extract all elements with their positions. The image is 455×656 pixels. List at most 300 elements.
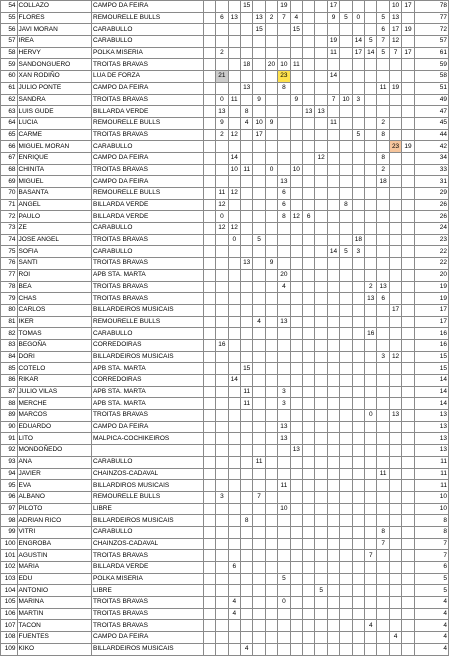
score-cell: [402, 608, 414, 620]
score-cell: [352, 526, 364, 538]
score-cell: [265, 47, 277, 59]
total-points-cell: 14: [414, 386, 448, 398]
total-points-cell: 72: [414, 24, 448, 36]
total-points-cell: 11: [414, 468, 448, 480]
score-cell: [253, 363, 265, 375]
total-points-cell: 5: [414, 585, 448, 597]
score-cell: [303, 269, 315, 281]
total-points-cell: 8: [414, 526, 448, 538]
score-cell: [253, 246, 265, 258]
player-name-cell: ENRIQUE: [17, 152, 91, 164]
score-cell: [327, 363, 339, 375]
player-name-cell: ADRIAN RICO: [17, 515, 91, 527]
score-cell: [240, 176, 252, 188]
table-row: [1, 573, 449, 585]
score-cell: 6: [228, 562, 240, 574]
score-cell: [216, 269, 228, 281]
score-cell: [365, 141, 377, 153]
score-cell: [340, 410, 352, 422]
score-cell: 14: [327, 71, 339, 83]
score-cell: [290, 176, 302, 188]
score-cell: 3: [216, 491, 228, 503]
score-cell: [203, 421, 215, 433]
score-cell: [315, 59, 327, 71]
score-cell: [402, 234, 414, 246]
team-cell: TROITAS BRAVAS: [92, 234, 204, 246]
score-cell: [278, 375, 290, 387]
team-cell: POLKA MISERIA: [92, 47, 204, 59]
score-cell: [315, 211, 327, 223]
score-cell: [365, 363, 377, 375]
score-cell: [290, 398, 302, 410]
score-cell: [228, 503, 240, 515]
score-cell: 18: [240, 59, 252, 71]
score-cell: [377, 480, 389, 492]
score-cell: 12: [290, 211, 302, 223]
total-points-cell: 20: [414, 269, 448, 281]
score-cell: [327, 211, 339, 223]
score-cell: [265, 71, 277, 83]
score-cell: [340, 632, 352, 644]
position-cell: 109: [1, 643, 18, 655]
score-cell: [203, 503, 215, 515]
table-row: [1, 620, 449, 632]
table-row: [1, 433, 449, 445]
score-cell: [377, 269, 389, 281]
table-row: [1, 176, 449, 188]
score-cell: [278, 141, 290, 153]
score-cell: [265, 620, 277, 632]
position-cell: 103: [1, 573, 18, 585]
score-cell: [253, 562, 265, 574]
position-cell: 99: [1, 526, 18, 538]
player-name-cell: EDUARDO: [17, 421, 91, 433]
score-cell: [290, 141, 302, 153]
score-cell: [389, 597, 401, 609]
score-cell: [278, 164, 290, 176]
total-points-cell: 17: [414, 316, 448, 328]
score-cell: [290, 538, 302, 550]
score-cell: [389, 433, 401, 445]
score-cell: [240, 550, 252, 562]
score-cell: [265, 176, 277, 188]
score-cell: 18: [377, 176, 389, 188]
score-cell: 5: [377, 12, 389, 24]
score-cell: [203, 445, 215, 457]
score-cell: [315, 468, 327, 480]
score-cell: 11: [377, 468, 389, 480]
team-cell: BILLARDEIROS MUSICAIS: [92, 515, 204, 527]
player-name-cell: BASANTA: [17, 188, 91, 200]
total-points-cell: 47: [414, 106, 448, 118]
score-cell: [365, 304, 377, 316]
score-cell: [216, 1, 228, 13]
score-cell: [352, 281, 364, 293]
score-cell: [303, 293, 315, 305]
score-cell: [389, 526, 401, 538]
score-cell: [216, 480, 228, 492]
score-cell: [402, 152, 414, 164]
score-cell: [315, 234, 327, 246]
score-cell: [402, 386, 414, 398]
score-cell: [365, 538, 377, 550]
score-cell: 4: [240, 117, 252, 129]
score-cell: [327, 351, 339, 363]
total-points-cell: 19: [414, 293, 448, 305]
score-cell: [365, 608, 377, 620]
score-cell: [352, 620, 364, 632]
score-cell: [303, 398, 315, 410]
score-cell: [228, 515, 240, 527]
score-cell: 9: [327, 12, 339, 24]
score-cell: [216, 562, 228, 574]
score-cell: [352, 24, 364, 36]
score-cell: 6: [377, 24, 389, 36]
score-cell: [340, 526, 352, 538]
score-cell: 10: [278, 59, 290, 71]
score-cell: [315, 351, 327, 363]
score-cell: [340, 316, 352, 328]
player-name-cell: ENGROBA: [17, 538, 91, 550]
score-cell: [327, 293, 339, 305]
player-name-cell: PAULO: [17, 211, 91, 223]
table-row: [1, 246, 449, 258]
score-cell: [340, 152, 352, 164]
score-cell: [365, 246, 377, 258]
player-name-cell: KIKO: [17, 643, 91, 655]
position-cell: 95: [1, 480, 18, 492]
score-cell: [203, 398, 215, 410]
score-cell: [290, 234, 302, 246]
score-cell: [303, 223, 315, 235]
score-cell: 16: [216, 339, 228, 351]
score-cell: [327, 176, 339, 188]
score-cell: [402, 620, 414, 632]
position-cell: 74: [1, 234, 18, 246]
score-cell: [402, 188, 414, 200]
total-points-cell: 11: [414, 480, 448, 492]
score-cell: 12: [228, 188, 240, 200]
score-cell: [389, 480, 401, 492]
score-cell: [290, 421, 302, 433]
score-cell: [377, 585, 389, 597]
total-points-cell: 6: [414, 562, 448, 574]
score-cell: [216, 258, 228, 270]
score-cell: [377, 59, 389, 71]
score-cell: [203, 480, 215, 492]
score-cell: [303, 12, 315, 24]
team-cell: TROITAS BRAVAS: [92, 258, 204, 270]
score-cell: [265, 1, 277, 13]
score-cell: [240, 223, 252, 235]
score-cell: [389, 386, 401, 398]
score-cell: [240, 47, 252, 59]
score-cell: [402, 94, 414, 106]
score-cell: 11: [290, 59, 302, 71]
score-cell: [228, 106, 240, 118]
score-cell: [327, 597, 339, 609]
score-cell: [365, 71, 377, 83]
score-cell: [278, 410, 290, 422]
score-cell: [203, 410, 215, 422]
score-cell: [352, 386, 364, 398]
score-cell: [327, 573, 339, 585]
score-cell: [402, 71, 414, 83]
score-cell: [377, 71, 389, 83]
score-cell: 6: [303, 211, 315, 223]
score-cell: [203, 339, 215, 351]
table-row: [1, 550, 449, 562]
score-cell: [365, 503, 377, 515]
table-row: [1, 445, 449, 457]
score-cell: [377, 608, 389, 620]
score-cell: [216, 234, 228, 246]
score-cell: [315, 188, 327, 200]
score-cell: 13: [278, 433, 290, 445]
score-cell: [203, 608, 215, 620]
score-cell: [389, 281, 401, 293]
score-cell: 10: [389, 1, 401, 13]
score-cell: [303, 36, 315, 48]
score-cell: [278, 608, 290, 620]
score-cell: [240, 480, 252, 492]
score-cell: [240, 632, 252, 644]
score-cell: [402, 398, 414, 410]
score-cell: [228, 269, 240, 281]
score-cell: [315, 550, 327, 562]
score-cell: [352, 117, 364, 129]
score-cell: [365, 526, 377, 538]
team-cell: CAMPO DA FEIRA: [92, 1, 204, 13]
score-cell: [240, 608, 252, 620]
score-cell: [315, 456, 327, 468]
score-cell: 15: [240, 1, 252, 13]
score-cell: [315, 445, 327, 457]
score-cell: 12: [216, 223, 228, 235]
score-cell: 11: [278, 480, 290, 492]
table-row: [1, 293, 449, 305]
score-cell: [315, 562, 327, 574]
score-cell: 15: [253, 24, 265, 36]
position-cell: 76: [1, 258, 18, 270]
score-cell: [340, 223, 352, 235]
score-cell: [240, 129, 252, 141]
score-cell: [315, 304, 327, 316]
table-row: [1, 281, 449, 293]
score-cell: [253, 573, 265, 585]
score-cell: [303, 562, 315, 574]
score-cell: [203, 515, 215, 527]
score-cell: [352, 480, 364, 492]
score-cell: [315, 281, 327, 293]
score-cell: [327, 526, 339, 538]
score-cell: [290, 620, 302, 632]
score-cell: [365, 164, 377, 176]
position-cell: 90: [1, 421, 18, 433]
score-cell: [290, 608, 302, 620]
score-cell: [303, 281, 315, 293]
score-cell: 4: [389, 632, 401, 644]
score-cell: [228, 433, 240, 445]
score-cell: 8: [278, 82, 290, 94]
score-cell: [290, 491, 302, 503]
score-cell: 14: [228, 375, 240, 387]
position-cell: 60: [1, 71, 18, 83]
score-cell: 15: [290, 24, 302, 36]
score-cell: [377, 316, 389, 328]
score-cell: 9: [216, 117, 228, 129]
score-cell: 5: [340, 12, 352, 24]
team-cell: TROITAS BRAVAS: [92, 59, 204, 71]
score-cell: 15: [240, 363, 252, 375]
score-cell: [327, 152, 339, 164]
total-points-cell: 33: [414, 164, 448, 176]
score-cell: [253, 281, 265, 293]
table-row: [1, 585, 449, 597]
player-name-cell: EVA: [17, 480, 91, 492]
score-cell: [327, 643, 339, 655]
score-cell: [216, 36, 228, 48]
score-cell: [303, 456, 315, 468]
team-cell: CAMPO DA FEIRA: [92, 152, 204, 164]
score-cell: [327, 620, 339, 632]
score-cell: [389, 620, 401, 632]
score-cell: [402, 246, 414, 258]
score-cell: [278, 526, 290, 538]
score-cell: [203, 269, 215, 281]
score-cell: [327, 386, 339, 398]
score-cell: [340, 597, 352, 609]
score-cell: [240, 351, 252, 363]
score-cell: [377, 456, 389, 468]
score-cell: [377, 491, 389, 503]
score-cell: [290, 328, 302, 340]
player-name-cell: COLLAZO: [17, 1, 91, 13]
score-cell: [315, 36, 327, 48]
score-cell: [203, 562, 215, 574]
score-cell: [228, 351, 240, 363]
score-cell: 8: [240, 515, 252, 527]
score-cell: [389, 445, 401, 457]
score-cell: [315, 632, 327, 644]
score-cell: [265, 293, 277, 305]
score-cell: [228, 620, 240, 632]
total-points-cell: 13: [414, 421, 448, 433]
score-cell: [265, 503, 277, 515]
score-cell: [402, 456, 414, 468]
table-row: [1, 24, 449, 36]
score-cell: [216, 632, 228, 644]
score-cell: [352, 363, 364, 375]
score-cell: [253, 164, 265, 176]
score-cell: [402, 526, 414, 538]
score-cell: 0: [278, 597, 290, 609]
total-points-cell: 44: [414, 129, 448, 141]
score-cell: [278, 304, 290, 316]
score-cell: [315, 491, 327, 503]
score-cell: [228, 480, 240, 492]
score-cell: [203, 246, 215, 258]
score-cell: [253, 480, 265, 492]
total-points-cell: 26: [414, 211, 448, 223]
position-cell: 105: [1, 597, 18, 609]
score-cell: [365, 188, 377, 200]
score-cell: [216, 597, 228, 609]
score-cell: [290, 573, 302, 585]
score-cell: [365, 269, 377, 281]
score-cell: 14: [352, 36, 364, 48]
score-cell: [203, 293, 215, 305]
score-cell: [389, 152, 401, 164]
score-cell: [278, 258, 290, 270]
score-cell: [327, 491, 339, 503]
score-cell: [303, 620, 315, 632]
position-cell: 108: [1, 632, 18, 644]
score-cell: [389, 59, 401, 71]
score-cell: 13: [315, 106, 327, 118]
position-cell: 92: [1, 445, 18, 457]
score-cell: [377, 375, 389, 387]
score-cell: [203, 12, 215, 24]
score-cell: 17: [402, 1, 414, 13]
score-cell: [352, 573, 364, 585]
score-cell: [377, 339, 389, 351]
score-cell: [290, 106, 302, 118]
score-cell: [402, 59, 414, 71]
score-cell: [290, 585, 302, 597]
team-cell: APB STA. MARTA: [92, 398, 204, 410]
score-cell: [265, 573, 277, 585]
table-row: [1, 234, 449, 246]
score-cell: [203, 223, 215, 235]
score-cell: [290, 47, 302, 59]
position-cell: 59: [1, 59, 18, 71]
score-cell: [303, 316, 315, 328]
score-cell: [327, 141, 339, 153]
score-cell: [203, 94, 215, 106]
score-cell: 13: [377, 281, 389, 293]
score-cell: 10: [228, 164, 240, 176]
score-cell: [352, 293, 364, 305]
player-name-cell: CHAS: [17, 293, 91, 305]
score-cell: [228, 82, 240, 94]
score-cell: [216, 351, 228, 363]
score-cell: [265, 339, 277, 351]
position-cell: 96: [1, 491, 18, 503]
score-cell: [377, 562, 389, 574]
team-cell: TROITAS BRAVAS: [92, 293, 204, 305]
score-cell: [377, 445, 389, 457]
score-cell: [377, 328, 389, 340]
total-points-cell: 15: [414, 351, 448, 363]
team-cell: CARABULLO: [92, 456, 204, 468]
position-cell: 63: [1, 106, 18, 118]
score-cell: [265, 82, 277, 94]
score-cell: [303, 47, 315, 59]
score-cell: [216, 550, 228, 562]
score-cell: [402, 410, 414, 422]
position-cell: 98: [1, 515, 18, 527]
score-cell: [253, 608, 265, 620]
score-cell: [402, 304, 414, 316]
score-cell: [377, 632, 389, 644]
score-cell: [303, 480, 315, 492]
score-cell: 2: [377, 117, 389, 129]
score-cell: [315, 47, 327, 59]
score-cell: [352, 398, 364, 410]
score-cell: [290, 339, 302, 351]
player-name-cell: IKER: [17, 316, 91, 328]
